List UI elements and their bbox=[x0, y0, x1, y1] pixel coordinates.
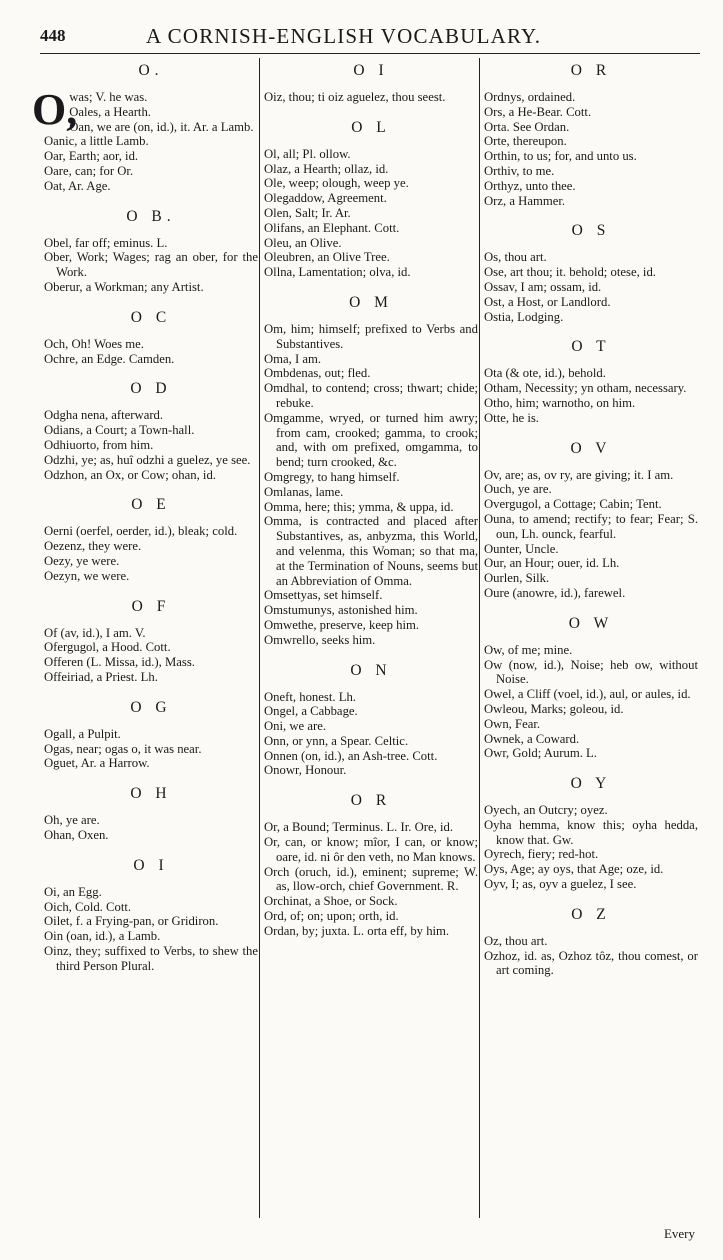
section-gap bbox=[44, 295, 258, 307]
vocabulary-entry bbox=[484, 381, 698, 396]
vocabulary-entry bbox=[264, 176, 478, 191]
entry-text: Os, thou art. bbox=[484, 250, 547, 265]
vocabulary-entry bbox=[484, 643, 698, 658]
entry-text: Oyrech, fiery; red-hot. bbox=[484, 847, 599, 862]
vocabulary-entry bbox=[264, 603, 478, 618]
entry-text: Ounter, Uncle. bbox=[484, 541, 559, 556]
entry-text: Och, Oh! Woes me. bbox=[44, 336, 144, 351]
entry-text: Ow (now, id.), Noise; heb ow, without Noise. bbox=[484, 657, 698, 687]
vocabulary-entry bbox=[484, 366, 698, 381]
section-gap bbox=[484, 761, 698, 773]
vocabulary-entry bbox=[44, 813, 258, 828]
column-divider bbox=[259, 58, 260, 1218]
catchword: Every bbox=[663, 1226, 695, 1241]
vocabulary-entry bbox=[484, 732, 698, 747]
vocabulary-entry bbox=[484, 179, 698, 194]
entry-text: Oat, Ar. Age. bbox=[44, 178, 111, 193]
vocabulary-entry bbox=[264, 352, 478, 367]
entry-text: Ownek, a Coward. bbox=[484, 731, 580, 746]
entry-text: Of (av, id.), I am. V. bbox=[44, 625, 146, 640]
entry-text: Ole, weep; olough, weep ye. bbox=[264, 176, 409, 191]
entry-text: Oan, we are (on, id.), it. Ar. a Lamb. bbox=[69, 119, 254, 134]
vocabulary-entry bbox=[44, 438, 258, 453]
vocabulary-entry bbox=[44, 885, 258, 900]
vocabulary-entry bbox=[44, 539, 258, 554]
entry-text: Omsettyas, set himself. bbox=[264, 588, 383, 603]
section-gap bbox=[44, 771, 258, 783]
vocabulary-entry bbox=[264, 763, 478, 778]
entry-text: Orta. See Ordan. bbox=[484, 119, 570, 134]
vocabulary-entry bbox=[44, 944, 258, 974]
entry-text: Ouna, to amend; rectify; to fear; Fear; S. oun, Lh. ounck, fearful. bbox=[484, 511, 698, 541]
vocabulary-entry bbox=[44, 250, 258, 280]
vocabulary-entry bbox=[44, 337, 258, 352]
vocabulary-entry bbox=[44, 179, 258, 194]
section-gap bbox=[264, 280, 478, 292]
vocabulary-entry bbox=[44, 468, 258, 483]
entry-text: Obel, far off; eminus. L. bbox=[44, 235, 168, 250]
entry-text: Oar, Earth; aor, id. bbox=[44, 149, 139, 164]
entry-text: Orthin, to us; for, and unto us. bbox=[484, 149, 637, 164]
entry-text: Oyech, an Outcry; oyez. bbox=[484, 803, 608, 818]
entry-text: Oz, thou art. bbox=[484, 933, 548, 948]
vocabulary-entry bbox=[264, 147, 478, 162]
vocabulary-entry bbox=[484, 265, 698, 280]
section-heading: O R bbox=[350, 792, 392, 810]
vocabulary-entry bbox=[264, 411, 478, 470]
entry-text: Ost, a Host, or Landlord. bbox=[484, 294, 611, 309]
vocabulary-entry bbox=[264, 835, 478, 865]
vocabulary-entry bbox=[264, 690, 478, 705]
entry-text: Ogall, a Pulpit. bbox=[44, 726, 121, 741]
vocabulary-entry bbox=[44, 670, 258, 685]
entry-text: Or, a Bound; Terminus. L. Ir. Ore, id. bbox=[264, 820, 454, 835]
vocabulary-entry bbox=[264, 749, 478, 764]
entry-text: Or, can, or know; mîor, I can, or know; oare, id. ni ôr den veth, no Man knows. bbox=[264, 835, 478, 864]
vocabulary-entry bbox=[44, 655, 258, 670]
vocabulary-entry bbox=[484, 310, 698, 325]
entry-text: Ordan, by; juxta. L. orta eff, by him. bbox=[264, 923, 450, 938]
vocabulary-entry bbox=[484, 934, 698, 949]
entry-text: Oanic, a little Lamb. bbox=[44, 134, 149, 149]
section-heading: O D bbox=[130, 380, 172, 398]
entry-text: Ow, of me; mine. bbox=[484, 642, 573, 657]
section-gap bbox=[484, 601, 698, 613]
entry-text: Ossav, I am; ossam, id. bbox=[484, 279, 602, 294]
entry-text: Oerni (oerfel, oerder, id.), bleak; cold. bbox=[44, 524, 238, 539]
vocabulary-entry bbox=[44, 134, 258, 149]
section-heading: O B. bbox=[126, 207, 176, 225]
entry-text: Otte, he is. bbox=[484, 410, 539, 425]
entry-text: Omgregy, to hang himself. bbox=[264, 469, 400, 484]
vocabulary-entry bbox=[264, 909, 478, 924]
vocabulary-entry bbox=[484, 803, 698, 818]
entry-text: Oma, I am. bbox=[264, 351, 322, 366]
entry-text: Ombdenas, out; fled. bbox=[264, 366, 371, 381]
vocabulary-entry bbox=[44, 914, 258, 929]
entry-text: Oich, Cold. Cott. bbox=[44, 899, 132, 914]
vocabulary-entry bbox=[484, 702, 698, 717]
vocabulary-entry bbox=[44, 149, 258, 164]
vocabulary-entry bbox=[484, 687, 698, 702]
section-heading: O H bbox=[130, 785, 172, 803]
entry-text: Own, Fear. bbox=[484, 716, 541, 731]
vocabulary-entry bbox=[264, 485, 478, 500]
vocabulary-entry bbox=[264, 191, 478, 206]
vocabulary-entry bbox=[484, 542, 698, 557]
vocabulary-entry bbox=[264, 633, 478, 648]
vocabulary-entry bbox=[484, 164, 698, 179]
entry-text: Oleu, an Olive. bbox=[264, 235, 342, 250]
vocabulary-entry bbox=[484, 90, 698, 105]
vocabulary-entry bbox=[484, 280, 698, 295]
entry-text: Ollna, Lamentation; olva, id. bbox=[264, 265, 411, 280]
entry-text: Ov, are; as, ov ry, are giving; it. I am. bbox=[484, 467, 674, 482]
vocabulary-entry bbox=[264, 250, 478, 265]
entry-text: Otho, him; warnotho, on him. bbox=[484, 395, 636, 410]
entry-text: Om, him; himself; prefixed to Verbs and Substantives. bbox=[264, 321, 478, 351]
entry-text: Omwethe, preserve, keep him. bbox=[264, 617, 420, 632]
entry-text: Owr, Gold; Aurum. L. bbox=[484, 746, 597, 761]
entry-text: Omgamme, wryed, or turned him awry; from cam, crooked; gamma, to crook; and, with om prefixed, omgamma, to bend; turn crooked, &c. bbox=[264, 410, 478, 470]
entry-text: Odgha nena, afterward. bbox=[44, 408, 164, 423]
entry-text: Oh, ye are. bbox=[44, 813, 100, 828]
entry-text: Orthyz, unto thee. bbox=[484, 178, 576, 193]
vocabulary-entry bbox=[264, 206, 478, 221]
entry-text: Olen, Salt; Ir. Ar. bbox=[264, 205, 351, 220]
vocabulary-entry bbox=[264, 734, 478, 749]
vocabulary-entry bbox=[484, 468, 698, 483]
entry-text: Ordnys, ordained. bbox=[484, 90, 576, 104]
entry-text: Ourlen, Silk. bbox=[484, 571, 550, 586]
vocabulary-entry bbox=[44, 727, 258, 742]
entry-text: Oezenz, they were. bbox=[44, 539, 142, 554]
vocabulary-entry bbox=[484, 194, 698, 209]
section-heading: O T bbox=[571, 338, 611, 356]
entry-text: Oilet, f. a Frying-pan, or Gridiron. bbox=[44, 914, 219, 929]
entry-text: Our, an Hour; ouer, id. Lh. bbox=[484, 556, 620, 571]
section-gap bbox=[44, 685, 258, 697]
vocabulary-entry bbox=[44, 423, 258, 438]
vocabulary-entry bbox=[264, 924, 478, 939]
entry-text: Otham, Necessity; yn otham, necessary. bbox=[484, 381, 687, 396]
header-rule bbox=[40, 53, 700, 54]
entry-text: Owel, a Cliff (voel, id.), aul, or aules, id. bbox=[484, 687, 691, 702]
vocabulary-entry bbox=[484, 556, 698, 571]
entry-text: Oure (anowre, id.), farewel. bbox=[484, 585, 626, 600]
entry-text: Oys, Age; ay oys, that Age; oze, id. bbox=[484, 862, 664, 877]
entry-text: Oinz, they; suffixed to Verbs, to shew the third Person Plural. bbox=[44, 943, 258, 973]
section-heading: O I bbox=[133, 856, 169, 874]
vocabulary-entry bbox=[264, 381, 478, 411]
entry-text: Oiz, thou; ti oiz aguelez, thou seest. bbox=[264, 90, 446, 104]
vocabulary-entry bbox=[484, 746, 698, 761]
vocabulary-entry bbox=[44, 280, 258, 295]
vocabulary-entry bbox=[484, 105, 698, 120]
vocabulary-entry bbox=[484, 120, 698, 135]
vocabulary-entry bbox=[44, 554, 258, 569]
entry-text: Oezy, ye were. bbox=[44, 553, 120, 568]
section-gap bbox=[264, 778, 478, 790]
vocabulary-entry bbox=[44, 569, 258, 584]
entry-text: Ose, art thou; it. behold; otese, id. bbox=[484, 265, 656, 280]
vocabulary-entry bbox=[264, 514, 478, 588]
entry-text: Offeren (L. Missa, id.), Mass. bbox=[44, 655, 195, 670]
vocabulary-entry bbox=[44, 756, 258, 771]
running-head: A CORNISH-ENGLISH VOCABULARY. bbox=[146, 24, 542, 48]
vocabulary-entry bbox=[44, 900, 258, 915]
section-heading: O W bbox=[568, 614, 614, 632]
entry-text: Olifans, an Elephant. Cott. bbox=[264, 220, 400, 235]
vocabulary-entry bbox=[44, 524, 258, 539]
vocabulary-entry bbox=[44, 742, 258, 757]
vocabulary-entry bbox=[484, 818, 698, 848]
section-heading: O Z bbox=[571, 905, 611, 923]
drop-capital: O, bbox=[32, 85, 78, 134]
section-heading: O F bbox=[131, 597, 171, 615]
entry-text: was; V. he was. bbox=[69, 90, 148, 104]
entry-text: Oyv, I; as, oyv a guelez, I see. bbox=[484, 877, 637, 892]
vocabulary-entry bbox=[264, 162, 478, 177]
vocabulary-entry bbox=[484, 949, 698, 979]
entry-text: Oezyn, we were. bbox=[44, 568, 130, 583]
section-heading: O. bbox=[138, 62, 164, 79]
entry-text: Oneft, honest. Lh. bbox=[264, 689, 356, 704]
entry-text: Omma, is contracted and placed after Substantives, as, anbyzma, this World, and velenma, this Woman; so that ma, at the Termination of Nouns, seems but an Abbreviation of Omma. bbox=[264, 514, 478, 588]
entry-text: Orte, thereupon. bbox=[484, 134, 567, 149]
section-heading: O C bbox=[130, 308, 172, 326]
entry-text: Ord, of; on; upon; orth, id. bbox=[264, 909, 399, 924]
entry-text: Onn, or ynn, a Spear. Celtic. bbox=[264, 733, 409, 748]
entry-text: Odzhi, ye; as, huî odzhi a guelez, ye see. bbox=[44, 452, 251, 467]
vocabulary-entry bbox=[264, 265, 478, 280]
vocabulary-entry bbox=[264, 221, 478, 236]
entry-text: Oberur, a Workman; any Artist. bbox=[44, 279, 204, 294]
section-gap bbox=[484, 208, 698, 220]
entry-text: Oi, an Egg. bbox=[44, 884, 102, 899]
vocabulary-entry bbox=[484, 847, 698, 862]
vocabulary-entry bbox=[484, 482, 698, 497]
vocabulary-entry bbox=[264, 618, 478, 633]
section-heading: O L bbox=[351, 118, 391, 136]
vocabulary-entry bbox=[264, 865, 478, 895]
entry-text: Orchinat, a Shoe, or Sock. bbox=[264, 894, 398, 909]
entry-text: Ofergugol, a Hood. Cott. bbox=[44, 640, 171, 655]
vocabulary-entry bbox=[484, 512, 698, 542]
entry-text: Omwrello, seeks him. bbox=[264, 632, 376, 647]
section-gap bbox=[484, 426, 698, 438]
entry-text: Onowr, Honour. bbox=[264, 763, 347, 778]
vocabulary-entry bbox=[44, 453, 258, 468]
vocabulary-entry bbox=[264, 820, 478, 835]
entry-text: Ohan, Oxen. bbox=[44, 827, 109, 842]
section-gap bbox=[264, 648, 478, 660]
entry-text: Orthiv, to me. bbox=[484, 163, 555, 178]
vocabulary-entry bbox=[264, 470, 478, 485]
entry-text: Ochre, an Edge. Camden. bbox=[44, 351, 175, 366]
section-heading: O E bbox=[131, 496, 171, 514]
entry-text: Omlanas, lame. bbox=[264, 484, 344, 499]
entry-text: Oin (oan, id.), a Lamb. bbox=[44, 929, 161, 944]
entry-text: Ol, all; Pl. ollow. bbox=[264, 146, 351, 161]
entry-text: Odzhon, an Ox, or Cow; ohan, id. bbox=[44, 467, 216, 482]
vocabulary-entry bbox=[264, 894, 478, 909]
entry-text: Oleubren, an Olive Tree. bbox=[264, 250, 390, 265]
section-gap bbox=[44, 366, 258, 378]
section-heading: O N bbox=[350, 661, 392, 679]
vocabulary-entry bbox=[484, 295, 698, 310]
entry-text: Oare, can; for Or. bbox=[44, 163, 134, 178]
vocabulary-entry bbox=[44, 352, 258, 367]
entry-text: Orch (oruch, id.), eminent; supreme; W. as, llow-orch, chief Government. R. bbox=[264, 864, 478, 894]
entry-text: Odians, a Court; a Town-hall. bbox=[44, 423, 195, 438]
vocabulary-entry bbox=[484, 250, 698, 265]
section-heading: O V bbox=[570, 439, 612, 457]
entry-text: Omma, here; this; ymma, & uppa, id. bbox=[264, 499, 454, 514]
entry-text: Offeiriad, a Priest. Lh. bbox=[44, 669, 158, 684]
entry-text: Owleou, Marks; goleou, id. bbox=[484, 701, 624, 716]
section-heading: O Y bbox=[570, 775, 612, 793]
column-divider bbox=[479, 58, 480, 1218]
vocabulary-entry bbox=[264, 719, 478, 734]
entry-text: Ota (& ote, id.), behold. bbox=[484, 366, 606, 381]
column-right bbox=[484, 60, 698, 978]
entry-text: Overgugol, a Cottage; Cabin; Tent. bbox=[484, 497, 662, 512]
vocabulary-entry bbox=[264, 366, 478, 381]
vocabulary-entry bbox=[44, 120, 258, 135]
vocabulary-entry bbox=[484, 497, 698, 512]
column-left bbox=[32, 60, 258, 973]
vocabulary-entry bbox=[264, 500, 478, 515]
section-heading: O S bbox=[571, 222, 611, 240]
entry-text: Orz, a Hammer. bbox=[484, 193, 566, 208]
vocabulary-entry bbox=[484, 149, 698, 164]
entry-text: Ongel, a Cabbage. bbox=[264, 704, 358, 719]
vocabulary-entry bbox=[484, 571, 698, 586]
vocabulary-entry bbox=[264, 588, 478, 603]
entry-text: Ors, a He-Bear. Cott. bbox=[484, 104, 592, 119]
vocabulary-entry bbox=[44, 640, 258, 655]
entry-text: Oyha hemma, know this; oyha hedda, know that. Gw. bbox=[484, 817, 698, 847]
section-gap bbox=[264, 105, 478, 117]
entry-text: Oales, a Hearth. bbox=[69, 104, 151, 119]
vocabulary-entry bbox=[484, 411, 698, 426]
vocabulary-entry bbox=[44, 828, 258, 843]
vocabulary-entry bbox=[264, 90, 478, 105]
entry-text: Omstumunys, astonished him. bbox=[264, 603, 418, 618]
vocabulary-entry bbox=[44, 236, 258, 251]
entry-text: Onnen (on, id.), an Ash-tree. Cott. bbox=[264, 748, 438, 763]
vocabulary-entry bbox=[484, 396, 698, 411]
entry-text: Olegaddow, Agreement. bbox=[264, 191, 387, 206]
vocabulary-entry bbox=[264, 704, 478, 719]
entry-text: Ober, Work; Wages; rag an ober, for the Work. bbox=[44, 250, 258, 280]
section-gap bbox=[44, 194, 258, 206]
vocabulary-entry bbox=[264, 322, 478, 352]
section-heading: O R bbox=[570, 62, 612, 79]
vocabulary-entry bbox=[484, 134, 698, 149]
vocabulary-entry bbox=[484, 877, 698, 892]
vocabulary-entry bbox=[44, 626, 258, 641]
vocabulary-entry bbox=[44, 408, 258, 423]
vocabulary-entry bbox=[44, 164, 258, 179]
entry-text: Oguet, Ar. a Harrow. bbox=[44, 756, 150, 771]
section-gap bbox=[44, 843, 258, 855]
vocabulary-entry bbox=[484, 717, 698, 732]
section-gap bbox=[44, 482, 258, 494]
entry-text: Ostia, Lodging. bbox=[484, 309, 564, 324]
vocabulary-entry bbox=[484, 586, 698, 601]
section-gap bbox=[44, 584, 258, 596]
vocabulary-entry bbox=[264, 236, 478, 251]
entry-text: Olaz, a Hearth; ollaz, id. bbox=[264, 161, 389, 176]
section-heading: O I bbox=[353, 62, 389, 79]
vocabulary-entry bbox=[44, 929, 258, 944]
entry-text: Odhiuorto, from him. bbox=[44, 437, 154, 452]
vocabulary-entry bbox=[484, 862, 698, 877]
entry-text: Ozhoz, id. as, Ozhoz tôz, thou comest, or art coming. bbox=[484, 948, 698, 978]
vocabulary-entry bbox=[44, 105, 258, 120]
section-heading: O G bbox=[130, 698, 172, 716]
entry-text: Ouch, ye are. bbox=[484, 482, 552, 497]
column-middle bbox=[264, 60, 478, 939]
section-heading: O M bbox=[349, 293, 393, 311]
entry-text: Oni, we are. bbox=[264, 719, 327, 734]
entry-text: Ogas, near; ogas o, it was near. bbox=[44, 741, 202, 756]
section-gap bbox=[484, 324, 698, 336]
section-gap bbox=[484, 892, 698, 904]
entry-text: Omdhal, to contend; cross; thwart; chide; rebuke. bbox=[264, 381, 478, 410]
page-number: 448 bbox=[40, 26, 66, 45]
vocabulary-entry bbox=[484, 658, 698, 688]
